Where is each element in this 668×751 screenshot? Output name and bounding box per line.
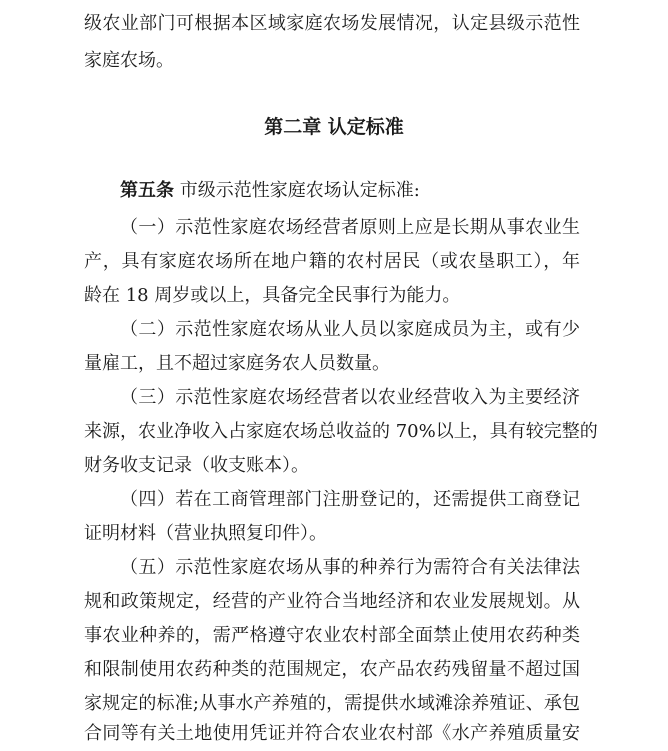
article-label: 第五条	[120, 180, 174, 201]
paragraph-line: 量雇工，且不超过家庭务农人员数量。	[84, 353, 390, 374]
paragraph-line: （二）示范性家庭农场从业人员以家庭成员为主，或有少	[120, 319, 580, 340]
chapter-title: 第二章 认定标准	[264, 116, 404, 138]
article-lead: 市级示范性家庭农场认定标准:	[179, 180, 420, 201]
paragraph-line: 合同等有关土地使用凭证并符合农业农村部《水产养殖质量安	[84, 723, 580, 744]
paragraph-line: 家规定的标准;从事水产养殖的，需提供水域滩涂养殖证、承包	[84, 693, 580, 714]
paragraph-line: 事农业种养的，需严格遵守农业农村部全面禁止使用农药种类	[84, 625, 580, 646]
article-heading	[120, 174, 580, 208]
paragraph-line: 龄在 18 周岁或以上，具备完全民事行为能力。	[84, 285, 461, 306]
paragraph-line: 和限制使用农药种类的范围规定，农产品农药残留量不超过国	[84, 659, 580, 680]
paragraph-line: 产，具有家庭农场所在地户籍的农村居民（或农垦职工），年	[84, 251, 580, 272]
intro-line: 家庭农场。	[84, 50, 174, 71]
paragraph-line: （五）示范性家庭农场从事的种养行为需符合有关法律法	[120, 557, 580, 578]
paragraph-line: （一）示范性家庭农场经营者原则上应是长期从事农业生	[120, 217, 580, 238]
paragraph-line: 规和政策规定，经营的产业符合当地经济和农业发展规划。从	[84, 591, 580, 612]
paragraph-line: 财务收支记录（收支账本）。	[84, 455, 309, 476]
paragraph-line: （三）示范性家庭农场经营者以农业经营收入为主要经济	[120, 387, 580, 408]
paragraph-line: （四）若在工商管理部门注册登记的，还需提供工商登记	[120, 489, 580, 510]
paragraph-line: 来源，农业净收入占家庭农场总收益的 70%以上，具有较完整的	[84, 421, 598, 442]
intro-line: 级农业部门可根据本区域家庭农场发展情况，认定县级示范性	[84, 13, 580, 34]
paragraph-line: 证明材料（营业执照复印件）。	[84, 523, 327, 544]
